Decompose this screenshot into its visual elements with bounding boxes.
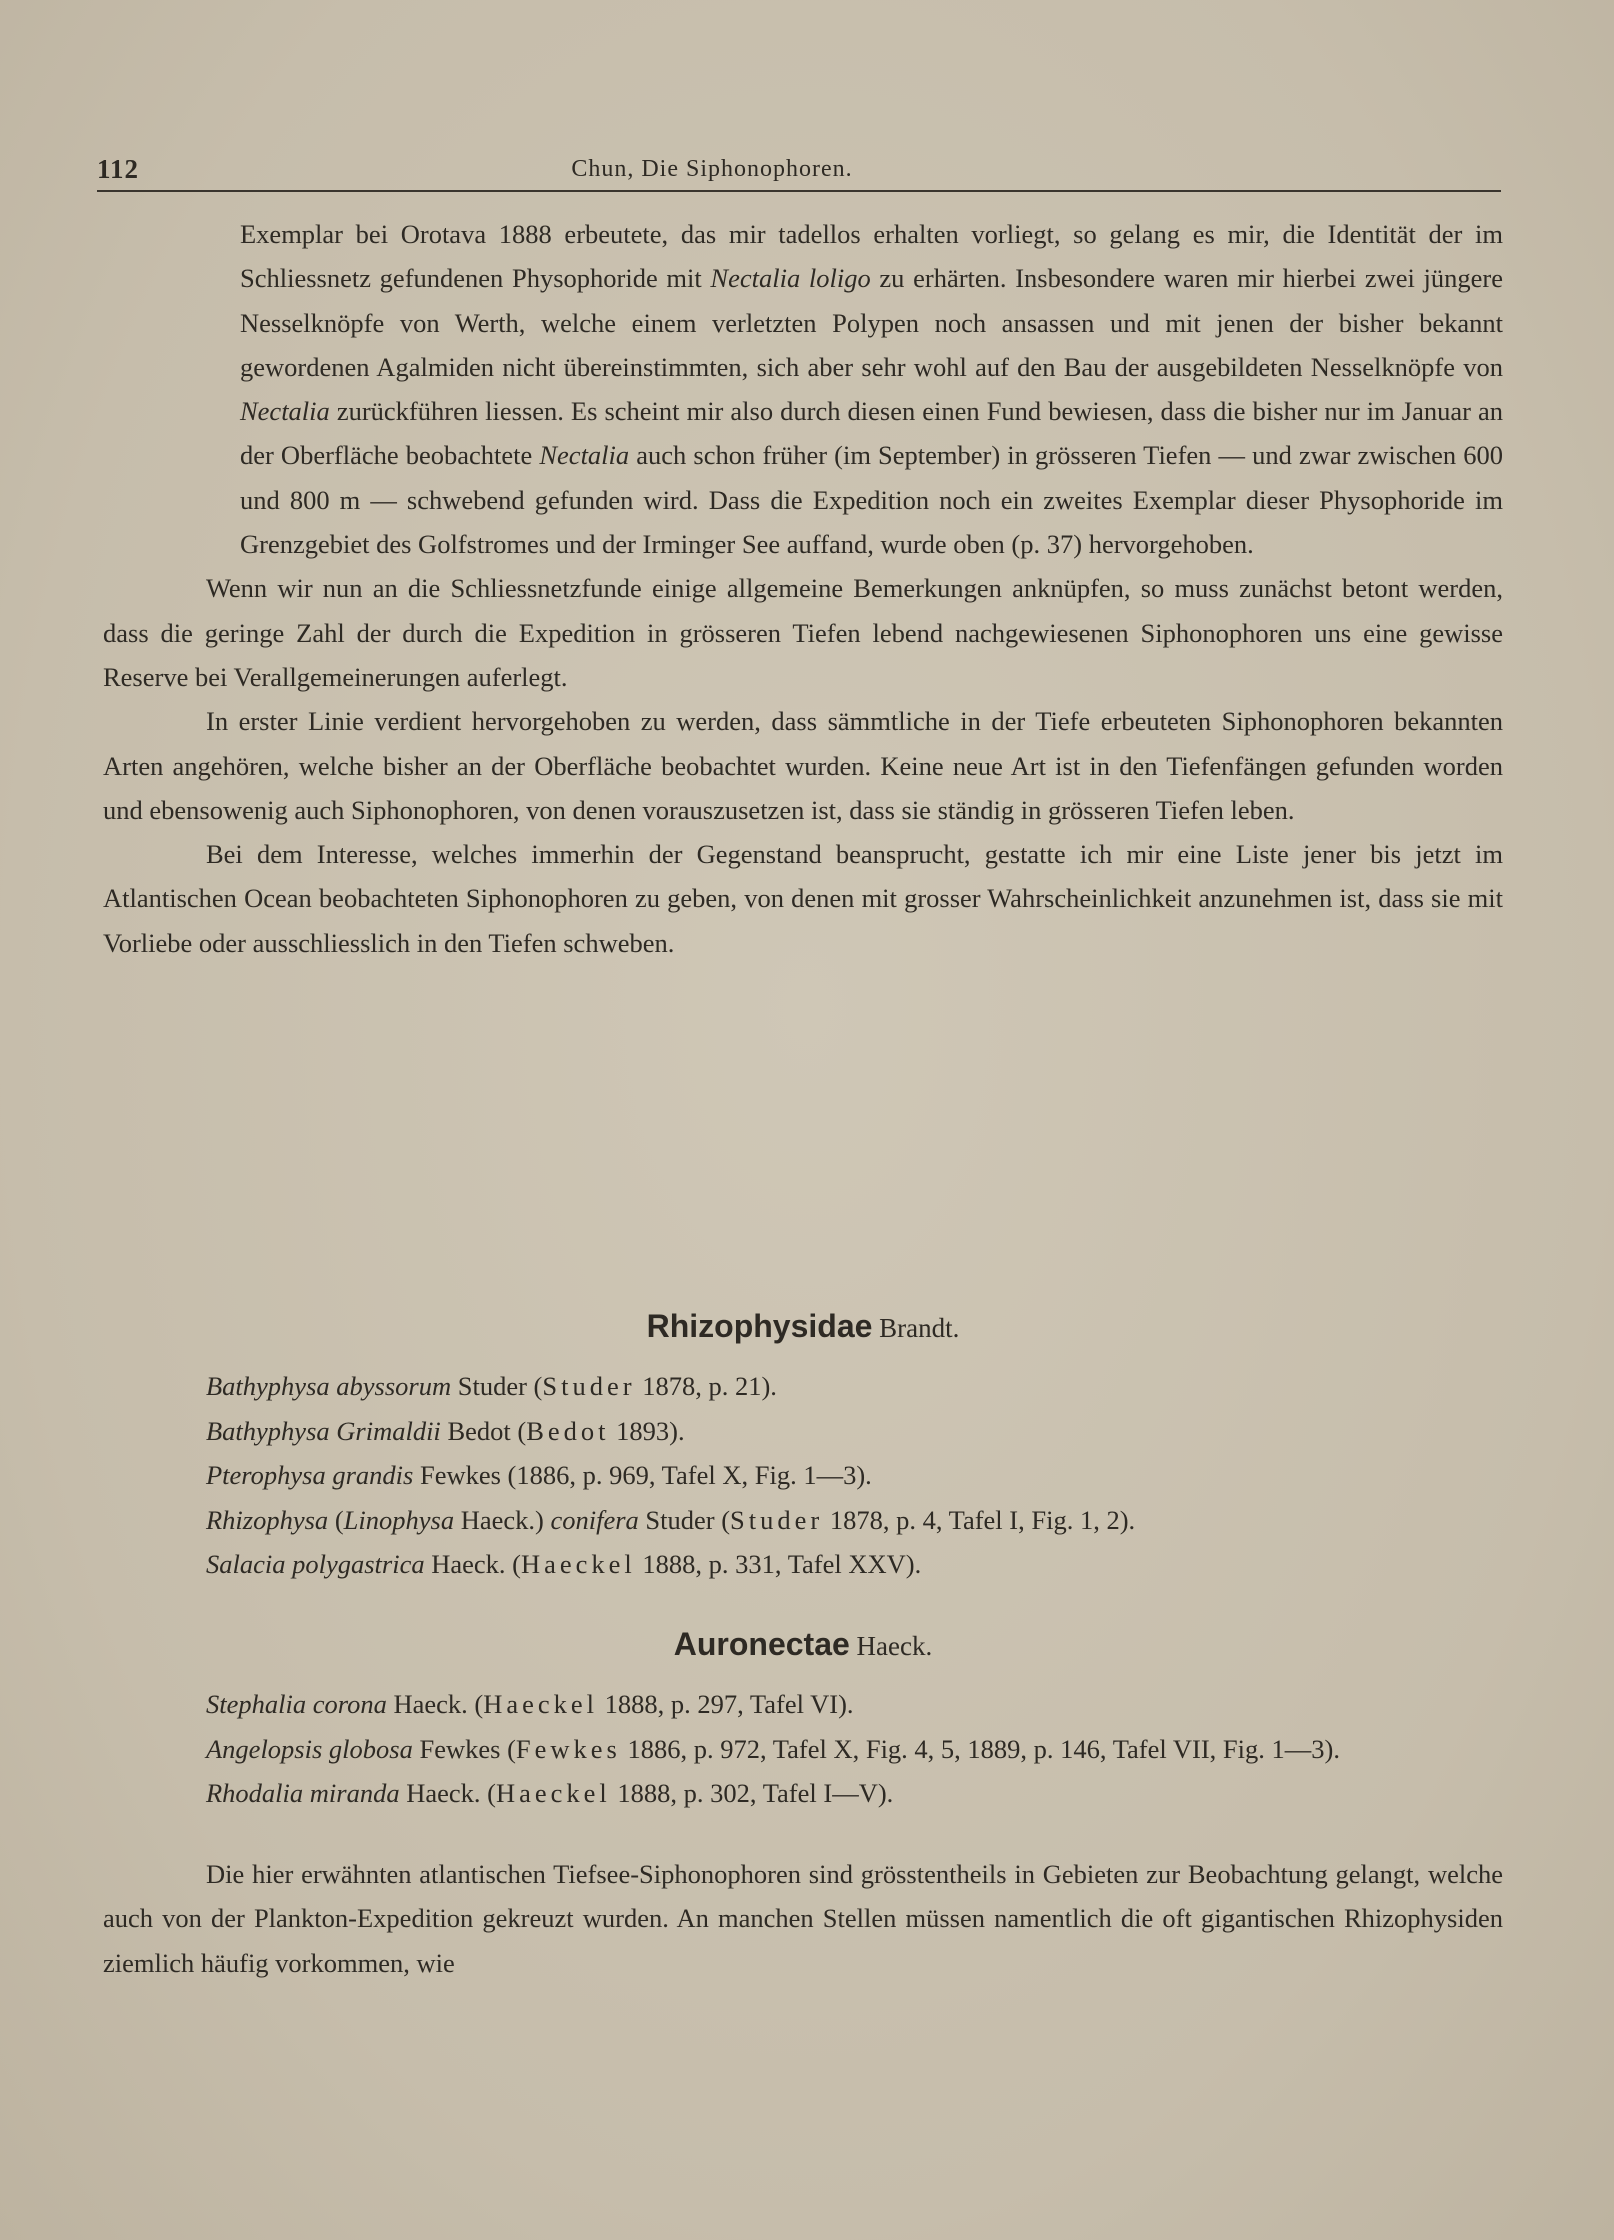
text-span: 1888, p. 302, Tafel I—V). <box>610 1778 894 1808</box>
species-name: Bathyphysa Grimaldii <box>206 1415 441 1446</box>
text-span: Bedot ( <box>440 1415 527 1446</box>
family-authority: Brandt. <box>879 1313 960 1343</box>
paragraph-2: Wenn wir nun an die Schliessnetzfunde einige allgemeine Bemerkungen anknüpfen, so muss zunächst betont werden, dass die geringe Zahl der durch die Expedition in grösseren Tiefen lebend nachgewiesenen Siphonophoren uns eine gewisse Reserve bei Verallgemeinerungen auferlegt. <box>103 573 1503 692</box>
author-name: Haeckel <box>495 1778 611 1808</box>
author-name: Bedot <box>526 1415 610 1446</box>
author-name: Haeckel <box>520 1549 636 1579</box>
species-name: Nectalia loligo <box>710 263 871 294</box>
section-auronectae <box>103 1622 1503 1816</box>
text-span: 1888, p. 331, Tafel XXV). <box>635 1549 922 1579</box>
text-span: auch schon früher (im September) in grösseren Tiefen — und zwar zwischen 600 und 800 m — schwebend gefunden wird. Dass die Expedition noch ein zweites Exemplar dieser Physophoride im Grenzgebiet des Golfstromes und der Irminger See auffand, wurde oben (p. 37) hervorgehoben. <box>240 440 1503 560</box>
species-entry <box>103 1364 1503 1409</box>
text-span: 1878, p. 21). <box>635 1371 777 1401</box>
section-heading <box>103 1622 1503 1668</box>
text-span: 1878, p. 4, Tafel I, Fig. 1, 2). <box>823 1504 1136 1535</box>
text-span: Fewkes (1886, p. 969, Tafel X, Fig. 1—3). <box>413 1460 872 1490</box>
species-name: Salacia polygastrica <box>206 1549 425 1579</box>
paragraph-1 <box>103 212 1503 566</box>
section-rhizophysidae <box>103 1304 1503 1587</box>
page-number: 112 <box>97 154 140 184</box>
text-span: ( <box>328 1504 344 1535</box>
author-name: Fewkes <box>515 1733 621 1764</box>
author-name: Haeckel <box>483 1689 599 1719</box>
species-entry <box>103 1409 1503 1454</box>
family-name: Rhizophysidae <box>646 1308 873 1344</box>
paragraph-closing: Die hier erwähnten atlantischen Tiefsee-Siphonophoren sind grösstentheils in Gebieten zur Beobachtung gelangt, welche auch von der Plankton-Expedition gekreuzt wurden. An manchen Stellen müssen namentlich die oft gigantischen Rhizophysiden ziemlich häufig vorkommen, wie <box>103 1859 1503 1978</box>
species-entry <box>103 1453 1503 1498</box>
section-heading <box>103 1304 1503 1350</box>
text-span: Haeck. ( <box>386 1689 484 1719</box>
family-name: Auronectae <box>673 1626 850 1662</box>
species-name: conifera <box>550 1504 639 1535</box>
species-entry <box>103 1498 1503 1543</box>
text-span: Fewkes ( <box>412 1733 516 1764</box>
species-entry <box>103 1771 1503 1816</box>
paragraph-4: Bei dem Interesse, welches immerhin der Gegenstand beansprucht, gestatte ich mir eine Liste jener bis jetzt im Atlantischen Ocean beobachteten Siphonophoren zu geben, von denen mit grosser Wahrscheinlichkeit anzunehmen ist, dass sie mit Vorliebe oder ausschliesslich in den Tiefen schweben. <box>103 839 1503 958</box>
text-span: Studer ( <box>451 1371 543 1401</box>
text-span: Haeck.) <box>454 1504 551 1535</box>
text-span: 1893). <box>609 1415 685 1446</box>
running-head: Chun, Die Siphonophoren. <box>571 156 853 182</box>
species-entry <box>103 1727 1503 1772</box>
species-name: Stephalia corona <box>206 1689 387 1719</box>
author-name: Studer <box>730 1504 824 1535</box>
species-name: Bathyphysa abyssorum <box>206 1371 452 1401</box>
species-name: Nectalia <box>240 396 330 427</box>
species-name: Rhodalia miranda <box>206 1778 400 1808</box>
text-span: Haeck. ( <box>424 1549 521 1579</box>
page-header <box>97 150 1501 192</box>
text-span: Studer ( <box>638 1504 731 1535</box>
text-span: zurückführen liessen. Es scheint mir also durch diesen einen Fund bewiesen, dass die bisher nur im Januar an der Oberfläche beobachtete <box>240 396 1503 471</box>
text-span: zu erhärten. Insbesondere waren mir hierbei zwei jüngere Nesselknöpfe von Werth, welche einem verletzten Polypen noch ansassen und mit jenen der bisher bekannt gewordenen Agalmiden nicht übereinstimmten, sich aber sehr wohl auf den Bau der ausgebildeten Nesselknöpfe von <box>240 263 1504 382</box>
species-name: Angelopsis globosa <box>206 1733 413 1764</box>
text-span: Haeck. ( <box>399 1778 496 1808</box>
species-name: Rhizophysa <box>206 1504 329 1535</box>
species-name: Linophysa <box>343 1504 455 1535</box>
closing-text <box>103 1852 1503 1985</box>
species-name: Nectalia <box>539 440 630 471</box>
species-name: Pterophysa grandis <box>206 1460 414 1490</box>
species-entry <box>103 1682 1503 1727</box>
text-span: Exemplar bei Orotava 1888 erbeutete, das mir tadellos erhalten vorliegt, so gelang es mir, die Identität der im Schliessnetz gefundenen Physophoride mit <box>240 219 1503 294</box>
family-authority: Haeck. <box>856 1631 933 1661</box>
text-span: 1886, p. 972, Tafel X, Fig. 4, 5, 1889, p. 146, Tafel VII, Fig. 1—3). <box>620 1733 1340 1764</box>
author-name: Studer <box>542 1371 636 1401</box>
paragraph-3: In erster Linie verdient hervorgehoben zu werden, dass sämmtliche in der Tiefe erbeuteten Siphonophoren bekannten Arten angehören, welche bisher an der Oberfläche beobachtet wurden. Keine neue Art ist in den Tiefenfängen gefunden worden und ebensowenig auch Siphonophoren, von denen vorauszusetzen ist, dass sie ständig in grösseren Tiefen leben. <box>103 706 1503 825</box>
species-entry <box>103 1542 1503 1587</box>
text-span: 1888, p. 297, Tafel VI). <box>598 1689 854 1719</box>
body-text <box>103 212 1503 965</box>
